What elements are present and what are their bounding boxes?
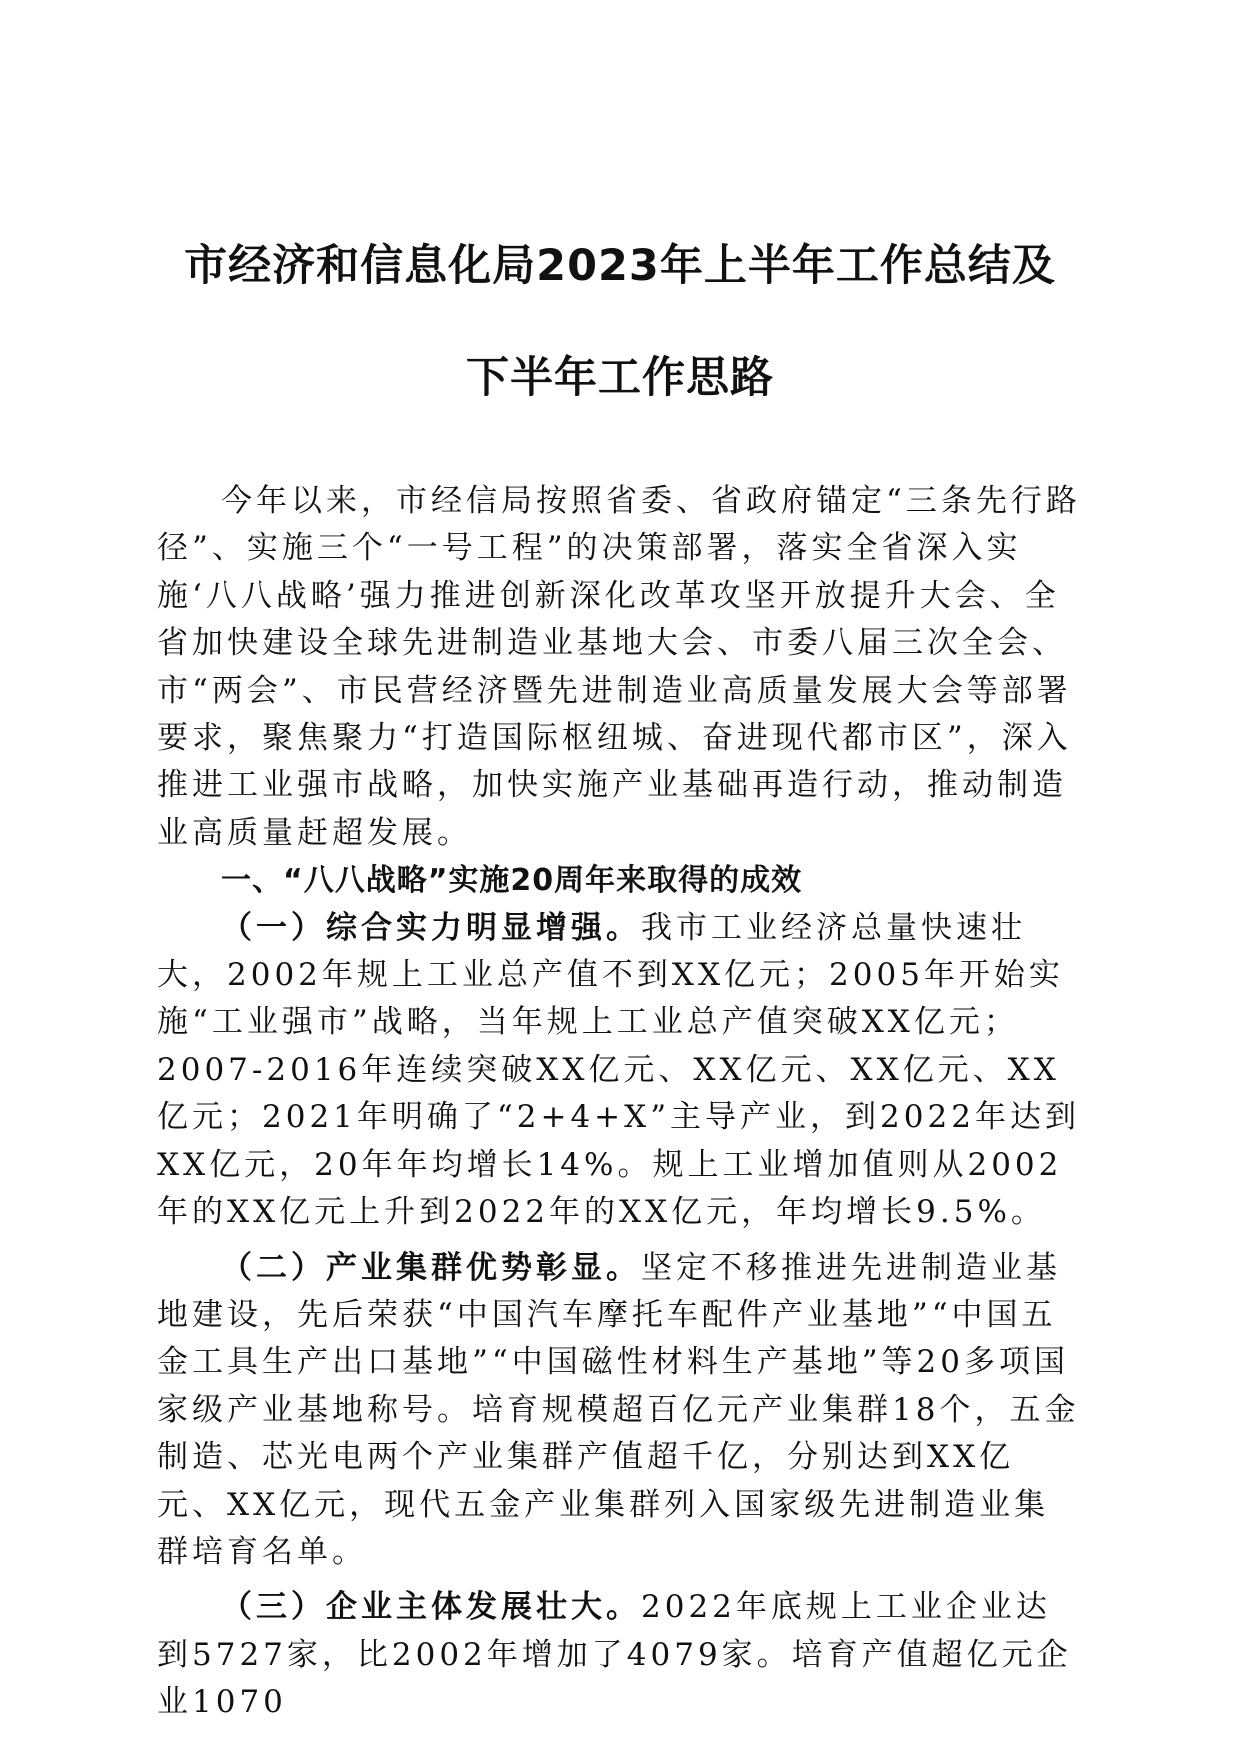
item-text-1: 我市工业经济总量快速壮大，2002年规上工业总产值不到XX亿元；2005年开始实施“工业强市”战略，当年规上工业总产值突破XX亿元；2007-2016年连续突破XX亿元、XX亿元、XX亿元、XX亿元；2021年明确了“2+4+X”主导产业，到2022年达到XX亿元，20年年均增长14%。规上工业增加值则从2002年的XX亿元上升到2022年的XX亿元，年均增长9.5%。 [157,909,1080,1231]
section-heading: 一、“八八战略”实施20周年来取得的成效 [221,863,803,899]
document-title-line-2: 下半年工作思路 [466,353,774,403]
intro-paragraph: 今年以来，市经信局按照省委、省政府锚定“三条先行路径”、实施三个“一号工程”的决策部署，落实全省深入实施‘八八战略’强力推进创新深化改革攻坚开放提升大会、全省加快建设全球先进制造业基地大会、市委八届三次全会、市“两会”、市民营经济暨先进制造业高质量发展大会等部署要求，聚焦聚力“打造国际枢纽城、奋进现代都市区”，深入推进工业强市战略，加快实施产业基础再造行动，推动制造业高质量赶超发展。 [157,483,1081,851]
paragraph-gap [157,1576,1083,1584]
item-paragraph-2 [157,1245,1083,1577]
item-label-3: （三）企业主体发展壮大。 [221,1589,641,1626]
item-text-2: 坚定不移推进先进制造业基地建设，先后荣获“中国汽车摩托车配件产业基地”“中国五金工具生产出口基地”“中国磁性材料生产基地”等20多项国家级产业基地称号。培育规模超百亿元产业集群18个，五金制造、芯光电两个产业集群产值超千亿，分别达到XX亿元、XX亿元，现代五金产业集群列入国家级先进制造业集群培育名单。 [157,1249,1080,1570]
item-text-3: 2022年底规上工业企业达到5727家，比2002年增加了4079家。培育产值超亿元企业1070 [157,1589,1072,1721]
item-paragraph-3 [157,1584,1083,1726]
paragraph-gap [157,1237,1083,1245]
item-label-1: （一）综合实力明显增强。 [221,909,641,946]
item-label-2: （二）产业集群优势彰显。 [221,1249,641,1286]
item-paragraph-1 [157,905,1083,1237]
document-title-line-1: 市经济和信息化局2023年上半年工作总结及 [184,241,1056,291]
document-body [157,478,1083,1727]
